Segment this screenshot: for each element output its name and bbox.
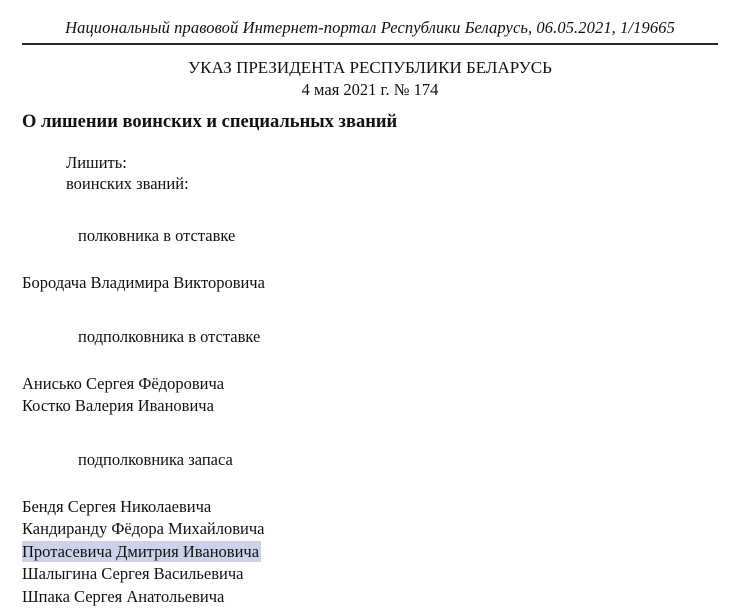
name-row bbox=[0, 496, 740, 519]
name-entry: Анисько Сергея Фёдоровича bbox=[0, 374, 224, 393]
names-list bbox=[0, 272, 740, 295]
rank-group bbox=[0, 225, 740, 295]
rank-heading: подполковника запаса bbox=[0, 449, 740, 470]
category-line: воинских званий: bbox=[0, 173, 740, 194]
name-entry: Шалыгина Сергея Васильевича bbox=[0, 564, 244, 583]
name-row bbox=[0, 518, 740, 541]
name-row bbox=[0, 373, 740, 396]
decree-date-number: 4 мая 2021 г. № 174 bbox=[22, 79, 718, 101]
rank-group bbox=[0, 449, 740, 608]
name-row bbox=[0, 563, 740, 586]
name-row bbox=[0, 586, 740, 608]
action-line: Лишить: bbox=[0, 152, 740, 173]
name-entry: Костко Валерия Ивановича bbox=[0, 396, 214, 415]
portal-header-text: Национальный правовой Интернет-портал Республики Беларусь, 06.05.2021, 1/19665 bbox=[22, 18, 718, 38]
decree-body bbox=[0, 152, 740, 608]
rank-heading: полковника в отставке bbox=[0, 225, 740, 246]
decree-subject-heading: О лишении воинских и специальных званий bbox=[22, 112, 397, 133]
name-entry: Шпака Сергея Анатольевича bbox=[0, 587, 224, 606]
decree-title-block bbox=[22, 57, 718, 101]
portal-header bbox=[22, 18, 718, 38]
name-highlighted: Протасевича Дмитрия Ивановича bbox=[22, 541, 261, 563]
rank-group bbox=[0, 326, 740, 418]
names-list bbox=[0, 373, 740, 418]
rank-groups bbox=[0, 225, 740, 608]
decree-title: УКАЗ ПРЕЗИДЕНТА РЕСПУБЛИКИ БЕЛАРУСЬ bbox=[22, 57, 718, 79]
name-row bbox=[0, 395, 740, 418]
name-row bbox=[0, 272, 740, 295]
rank-heading: подполковника в отставке bbox=[0, 326, 740, 347]
header-divider bbox=[22, 43, 718, 45]
name-entry: Бородача Владимира Викторовича bbox=[0, 273, 265, 292]
name-entry: Кандиранду Фёдора Михайловича bbox=[0, 519, 264, 538]
name-entry: Бендя Сергея Николаевича bbox=[0, 497, 211, 516]
